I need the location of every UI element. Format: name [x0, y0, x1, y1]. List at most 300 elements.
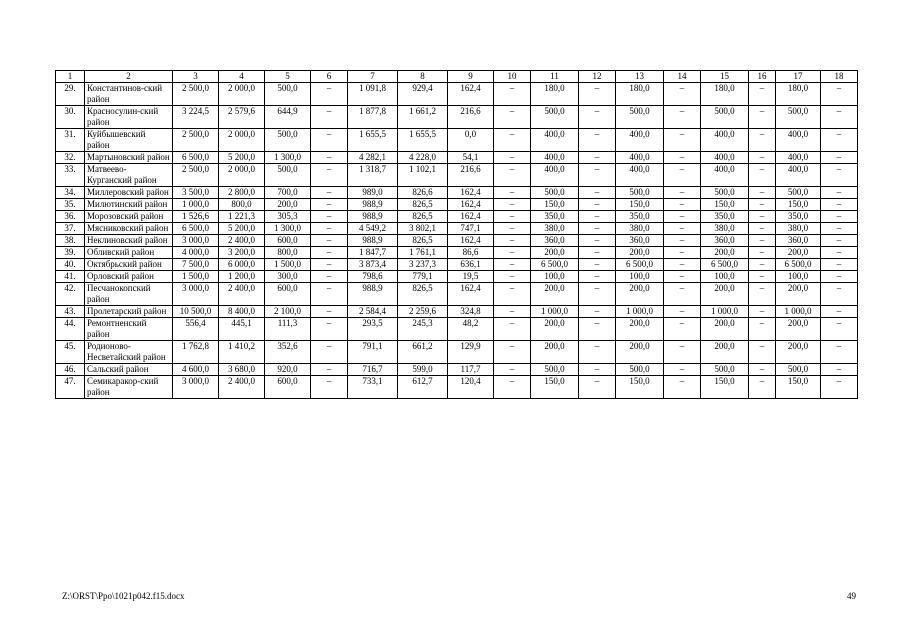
value-cell: –	[821, 364, 858, 376]
value-cell: 600,0	[265, 235, 311, 247]
value-cell: 216,6	[448, 106, 494, 129]
value-cell: 200,0	[531, 283, 579, 306]
column-number-cell: 13	[616, 71, 664, 83]
row-number-cell: 42.	[56, 283, 85, 306]
value-cell: –	[494, 364, 531, 376]
value-cell: 400,0	[531, 129, 579, 152]
row-number-cell: 36.	[56, 211, 85, 223]
value-cell: 1 761,1	[398, 247, 448, 259]
value-cell: 636,1	[448, 259, 494, 271]
value-cell: –	[579, 247, 616, 259]
value-cell: 300,0	[265, 271, 311, 283]
value-cell: 380,0	[531, 223, 579, 235]
value-cell: 6 500,0	[776, 259, 821, 271]
value-cell: 826,5	[398, 235, 448, 247]
value-cell: 150,0	[531, 199, 579, 211]
value-cell: 162,4	[448, 283, 494, 306]
value-cell: 500,0	[616, 106, 664, 129]
value-cell: –	[749, 364, 776, 376]
value-cell: 2 400,0	[219, 376, 265, 399]
value-cell: –	[494, 199, 531, 211]
value-cell: –	[749, 164, 776, 187]
value-cell: –	[494, 341, 531, 364]
table-row	[56, 235, 858, 247]
value-cell: –	[821, 271, 858, 283]
value-cell: 150,0	[776, 199, 821, 211]
value-cell: 988,9	[348, 235, 398, 247]
value-cell: 600,0	[265, 283, 311, 306]
value-cell: –	[821, 247, 858, 259]
value-cell: 200,0	[531, 247, 579, 259]
value-cell: 2 579,6	[219, 106, 265, 129]
value-cell: 989,0	[348, 187, 398, 199]
value-cell: –	[749, 152, 776, 164]
value-cell: 500,0	[701, 106, 749, 129]
value-cell: –	[311, 318, 348, 341]
value-cell: 129,9	[448, 341, 494, 364]
value-cell: –	[579, 164, 616, 187]
value-cell: –	[749, 271, 776, 283]
value-cell: 4 228,0	[398, 152, 448, 164]
value-cell: 1 877,8	[348, 106, 398, 129]
value-cell: 1 300,0	[265, 223, 311, 235]
value-cell: –	[579, 259, 616, 271]
value-cell: 200,0	[616, 318, 664, 341]
row-number-cell: 33.	[56, 164, 85, 187]
value-cell: –	[494, 306, 531, 318]
value-cell: 200,0	[701, 341, 749, 364]
value-cell: –	[749, 129, 776, 152]
value-cell: 3 200,0	[219, 247, 265, 259]
value-cell: 1 526,6	[173, 211, 219, 223]
value-cell: 2 000,0	[219, 164, 265, 187]
value-cell: 1 000,0	[173, 199, 219, 211]
value-cell: 1 000,0	[531, 306, 579, 318]
value-cell: –	[749, 187, 776, 199]
value-cell: –	[494, 283, 531, 306]
value-cell: 200,0	[701, 318, 749, 341]
table-row	[56, 376, 858, 399]
value-cell: –	[749, 83, 776, 106]
column-number-cell: 11	[531, 71, 579, 83]
district-name-cell: Обливский район	[85, 247, 173, 259]
value-cell: –	[749, 306, 776, 318]
value-cell: –	[311, 259, 348, 271]
column-number-cell: 2	[85, 71, 173, 83]
value-cell: 6 500,0	[616, 259, 664, 271]
value-cell: 1 410,2	[219, 341, 265, 364]
value-cell: 6 500,0	[173, 223, 219, 235]
value-cell: –	[821, 152, 858, 164]
value-cell: –	[579, 341, 616, 364]
table-row	[56, 106, 858, 129]
value-cell: –	[311, 106, 348, 129]
value-cell: –	[821, 223, 858, 235]
value-cell: 500,0	[531, 364, 579, 376]
value-cell: –	[664, 152, 701, 164]
value-cell: –	[664, 164, 701, 187]
value-cell: –	[749, 211, 776, 223]
value-cell: –	[579, 271, 616, 283]
value-cell: –	[749, 283, 776, 306]
column-number-cell: 18	[821, 71, 858, 83]
value-cell: 380,0	[616, 223, 664, 235]
value-cell: –	[749, 247, 776, 259]
value-cell: 400,0	[701, 129, 749, 152]
value-cell: 150,0	[616, 199, 664, 211]
value-cell: 360,0	[616, 235, 664, 247]
value-cell: 380,0	[701, 223, 749, 235]
value-cell: 100,0	[531, 271, 579, 283]
value-cell: 180,0	[701, 83, 749, 106]
column-number-cell: 4	[219, 71, 265, 83]
value-cell: 4 000,0	[173, 247, 219, 259]
value-cell: 293,5	[348, 318, 398, 341]
value-cell: –	[494, 318, 531, 341]
district-name-cell: Октябрьский район	[85, 259, 173, 271]
page-number: 49	[847, 591, 856, 601]
table-row	[56, 341, 858, 364]
value-cell: 200,0	[776, 341, 821, 364]
district-name-cell: Морозовский район	[85, 211, 173, 223]
value-cell: 400,0	[701, 164, 749, 187]
value-cell: –	[311, 341, 348, 364]
row-number-cell: 29.	[56, 83, 85, 106]
value-cell: 200,0	[616, 247, 664, 259]
column-number-cell: 7	[348, 71, 398, 83]
value-cell: 3 224,5	[173, 106, 219, 129]
value-cell: 2 000,0	[219, 83, 265, 106]
value-cell: 644,9	[265, 106, 311, 129]
value-cell: 2 259,6	[398, 306, 448, 318]
row-number-cell: 44.	[56, 318, 85, 341]
value-cell: –	[311, 129, 348, 152]
value-cell: 400,0	[616, 164, 664, 187]
district-name-cell: Куйбышевский район	[85, 129, 173, 152]
value-cell: 1 000,0	[701, 306, 749, 318]
value-cell: 6 500,0	[701, 259, 749, 271]
value-cell: –	[749, 259, 776, 271]
value-cell: –	[821, 199, 858, 211]
value-cell: 500,0	[531, 187, 579, 199]
value-cell: 352,6	[265, 341, 311, 364]
value-cell: 700,0	[265, 187, 311, 199]
value-cell: 1 102,1	[398, 164, 448, 187]
column-number-cell: 3	[173, 71, 219, 83]
district-name-cell: Семикаракор-ский район	[85, 376, 173, 399]
value-cell: 360,0	[701, 235, 749, 247]
value-cell: 2 584,4	[348, 306, 398, 318]
value-cell: 216,6	[448, 164, 494, 187]
value-cell: 600,0	[265, 376, 311, 399]
value-cell: –	[821, 341, 858, 364]
value-cell: 200,0	[616, 341, 664, 364]
value-cell: 180,0	[616, 83, 664, 106]
value-cell: 360,0	[531, 235, 579, 247]
value-cell: 920,0	[265, 364, 311, 376]
value-cell: 162,4	[448, 211, 494, 223]
value-cell: –	[579, 318, 616, 341]
table-row	[56, 187, 858, 199]
row-number-cell: 41.	[56, 271, 85, 283]
district-name-cell: Матвеево-Курганский район	[85, 164, 173, 187]
value-cell: –	[311, 283, 348, 306]
value-cell: 200,0	[776, 247, 821, 259]
value-cell: –	[664, 271, 701, 283]
column-number-cell: 14	[664, 71, 701, 83]
value-cell: 599,0	[398, 364, 448, 376]
value-cell: 1 500,0	[265, 259, 311, 271]
value-cell: –	[494, 247, 531, 259]
value-cell: 2 400,0	[219, 235, 265, 247]
column-number-cell: 17	[776, 71, 821, 83]
value-cell: 3 000,0	[173, 376, 219, 399]
value-cell: 500,0	[776, 106, 821, 129]
value-cell: –	[579, 211, 616, 223]
column-number-cell: 5	[265, 71, 311, 83]
value-cell: 117,7	[448, 364, 494, 376]
value-cell: 100,0	[616, 271, 664, 283]
value-cell: 324,8	[448, 306, 494, 318]
row-number-cell: 43.	[56, 306, 85, 318]
value-cell: –	[664, 199, 701, 211]
value-cell: –	[664, 247, 701, 259]
value-cell: 150,0	[701, 199, 749, 211]
value-cell: –	[311, 187, 348, 199]
value-cell: –	[821, 129, 858, 152]
value-cell: –	[311, 211, 348, 223]
value-cell: –	[664, 283, 701, 306]
value-cell: 200,0	[265, 199, 311, 211]
district-name-cell: Родионово-Несветайский район	[85, 341, 173, 364]
value-cell: –	[749, 318, 776, 341]
value-cell: 500,0	[265, 129, 311, 152]
value-cell: 779,1	[398, 271, 448, 283]
value-cell: 400,0	[616, 152, 664, 164]
value-cell: –	[579, 187, 616, 199]
value-cell: 3 000,0	[173, 283, 219, 306]
value-cell: 556,4	[173, 318, 219, 341]
value-cell: –	[494, 83, 531, 106]
district-name-cell: Пролетарский район	[85, 306, 173, 318]
district-name-cell: Константинов-ский район	[85, 83, 173, 106]
value-cell: 400,0	[776, 164, 821, 187]
value-cell: –	[664, 318, 701, 341]
value-cell: 826,5	[398, 199, 448, 211]
column-number-cell: 12	[579, 71, 616, 83]
value-cell: –	[494, 259, 531, 271]
row-number-cell: 40.	[56, 259, 85, 271]
value-cell: –	[494, 129, 531, 152]
value-cell: –	[664, 106, 701, 129]
column-number-cell: 15	[701, 71, 749, 83]
value-cell: 2 100,0	[265, 306, 311, 318]
value-cell: 150,0	[701, 376, 749, 399]
value-cell: 1 762,8	[173, 341, 219, 364]
value-cell: 4 282,1	[348, 152, 398, 164]
value-cell: –	[664, 259, 701, 271]
district-name-cell: Мясниковский район	[85, 223, 173, 235]
district-name-cell: Красносулин-ский район	[85, 106, 173, 129]
row-number-cell: 30.	[56, 106, 85, 129]
value-cell: 400,0	[531, 164, 579, 187]
value-cell: –	[821, 306, 858, 318]
value-cell: 826,5	[398, 211, 448, 223]
value-cell: 150,0	[616, 376, 664, 399]
value-cell: –	[494, 152, 531, 164]
value-cell: 200,0	[531, 318, 579, 341]
value-cell: –	[821, 106, 858, 129]
value-cell: 19,5	[448, 271, 494, 283]
value-cell: 2 400,0	[219, 283, 265, 306]
value-cell: 988,9	[348, 211, 398, 223]
district-name-cell: Неклиновский район	[85, 235, 173, 247]
value-cell: –	[749, 199, 776, 211]
value-cell: –	[311, 271, 348, 283]
column-number-cell: 16	[749, 71, 776, 83]
value-cell: 661,2	[398, 341, 448, 364]
value-cell: –	[664, 235, 701, 247]
value-cell: –	[311, 235, 348, 247]
value-cell: 826,6	[398, 187, 448, 199]
value-cell: 1 000,0	[616, 306, 664, 318]
column-number-cell: 8	[398, 71, 448, 83]
district-name-cell: Песчанокопский район	[85, 283, 173, 306]
row-number-cell: 39.	[56, 247, 85, 259]
value-cell: –	[664, 129, 701, 152]
value-cell: 111,3	[265, 318, 311, 341]
value-cell: 988,9	[348, 199, 398, 211]
value-cell: 2 500,0	[173, 164, 219, 187]
value-cell: 350,0	[776, 211, 821, 223]
column-number-cell: 10	[494, 71, 531, 83]
value-cell: 150,0	[531, 376, 579, 399]
value-cell: –	[664, 341, 701, 364]
row-number-cell: 34.	[56, 187, 85, 199]
value-cell: 800,0	[219, 199, 265, 211]
value-cell: 500,0	[776, 187, 821, 199]
value-cell: 350,0	[616, 211, 664, 223]
value-cell: 6 000,0	[219, 259, 265, 271]
value-cell: –	[494, 223, 531, 235]
value-cell: 400,0	[531, 152, 579, 164]
value-cell: 86,6	[448, 247, 494, 259]
value-cell: 500,0	[616, 187, 664, 199]
row-number-cell: 47.	[56, 376, 85, 399]
value-cell: 100,0	[776, 271, 821, 283]
value-cell: 1 200,0	[219, 271, 265, 283]
value-cell: –	[311, 306, 348, 318]
value-cell: 988,9	[348, 283, 398, 306]
footer-file-path: Z:\ORST\Ppo\1021p042.f15.docx	[62, 591, 185, 601]
column-number-row	[56, 71, 858, 83]
district-name-cell: Мартыновский район	[85, 152, 173, 164]
value-cell: –	[311, 223, 348, 235]
value-cell: 798,6	[348, 271, 398, 283]
value-cell: –	[821, 376, 858, 399]
value-cell: –	[579, 152, 616, 164]
value-cell: 733,1	[348, 376, 398, 399]
value-cell: –	[821, 211, 858, 223]
row-number-cell: 32.	[56, 152, 85, 164]
table-row	[56, 283, 858, 306]
district-name-cell: Миллеровский район	[85, 187, 173, 199]
value-cell: 747,1	[448, 223, 494, 235]
row-number-cell: 38.	[56, 235, 85, 247]
value-cell: 3 237,3	[398, 259, 448, 271]
value-cell: 3 802,1	[398, 223, 448, 235]
value-cell: 500,0	[701, 364, 749, 376]
table-row	[56, 364, 858, 376]
value-cell: –	[311, 164, 348, 187]
value-cell: 245,3	[398, 318, 448, 341]
value-cell: 10 500,0	[173, 306, 219, 318]
value-cell: 1 500,0	[173, 271, 219, 283]
value-cell: 7 500,0	[173, 259, 219, 271]
value-cell: –	[749, 235, 776, 247]
value-cell: 200,0	[701, 283, 749, 306]
table-row	[56, 259, 858, 271]
value-cell: 1 655,5	[398, 129, 448, 152]
value-cell: –	[579, 376, 616, 399]
value-cell: –	[579, 235, 616, 247]
table-row	[56, 199, 858, 211]
table-row	[56, 306, 858, 318]
district-name-cell: Милютинский район	[85, 199, 173, 211]
value-cell: 200,0	[616, 283, 664, 306]
value-cell: 162,4	[448, 235, 494, 247]
value-cell: –	[749, 376, 776, 399]
column-number-cell: 6	[311, 71, 348, 83]
value-cell: 5 200,0	[219, 223, 265, 235]
value-cell: 3 873,4	[348, 259, 398, 271]
value-cell: 200,0	[701, 247, 749, 259]
district-name-cell: Ремонтненский район	[85, 318, 173, 341]
value-cell: –	[821, 83, 858, 106]
value-cell: 380,0	[776, 223, 821, 235]
value-cell: 120,4	[448, 376, 494, 399]
table-row	[56, 83, 858, 106]
value-cell: 400,0	[776, 129, 821, 152]
value-cell: 716,7	[348, 364, 398, 376]
table-row	[56, 223, 858, 235]
value-cell: –	[494, 235, 531, 247]
table-row	[56, 211, 858, 223]
table-row	[56, 129, 858, 152]
value-cell: 360,0	[776, 235, 821, 247]
value-cell: –	[664, 187, 701, 199]
value-cell: –	[821, 164, 858, 187]
value-cell: –	[311, 247, 348, 259]
row-number-cell: 37.	[56, 223, 85, 235]
value-cell: –	[494, 106, 531, 129]
value-cell: 2 000,0	[219, 129, 265, 152]
value-cell: 3 000,0	[173, 235, 219, 247]
value-cell: 500,0	[265, 83, 311, 106]
value-cell: –	[579, 199, 616, 211]
value-cell: 54,1	[448, 152, 494, 164]
value-cell: –	[664, 364, 701, 376]
value-cell: 2 800,0	[219, 187, 265, 199]
value-cell: 6 500,0	[173, 152, 219, 164]
table-row	[56, 164, 858, 187]
value-cell: –	[494, 376, 531, 399]
value-cell: 2 500,0	[173, 129, 219, 152]
value-cell: 350,0	[531, 211, 579, 223]
value-cell: –	[494, 271, 531, 283]
value-cell: –	[311, 364, 348, 376]
value-cell: 162,4	[448, 199, 494, 211]
